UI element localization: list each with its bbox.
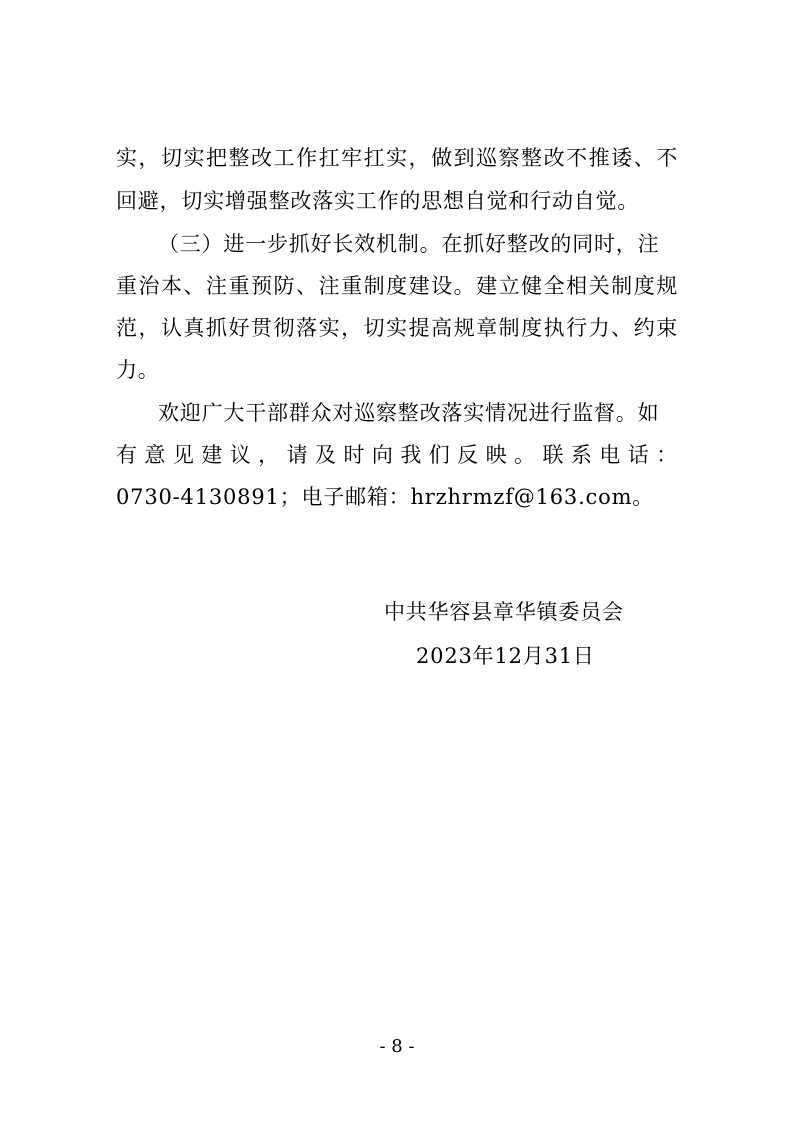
body-line-9: 0730-4130891；电子邮箱：hrzhrmzf@163.com。 xyxy=(116,485,655,509)
body-line-3: （三）进一步抓好长效机制。在抓好整改的同时，注 xyxy=(158,232,660,256)
body-line-6: 力。 xyxy=(116,358,160,382)
body-line-7: 欢迎广大干部群众对巡察整改落实情况进行监督。如 xyxy=(158,401,660,425)
signature-date: 2023年12月31日 xyxy=(416,644,595,668)
body-line-4: 重治本、注重预防、注重制度建设。建立健全相关制度规 xyxy=(116,274,678,298)
body-line-1: 实，切实把整改工作扛牢扛实，做到巡察整改不推诿、不 xyxy=(116,146,678,170)
body-line-8: 有意见建议，请及时向我们反映。联系电话： xyxy=(116,443,678,467)
page-number: - 8 - xyxy=(379,1036,415,1057)
body-line-2: 回避，切实增强整改落实工作的思想自觉和行动自觉。 xyxy=(116,189,640,213)
signature-organization: 中共华容县章华镇委员会 xyxy=(384,600,624,624)
body-line-5: 范，认真抓好贯彻落实，切实提高规章制度执行力、约束 xyxy=(116,316,678,340)
